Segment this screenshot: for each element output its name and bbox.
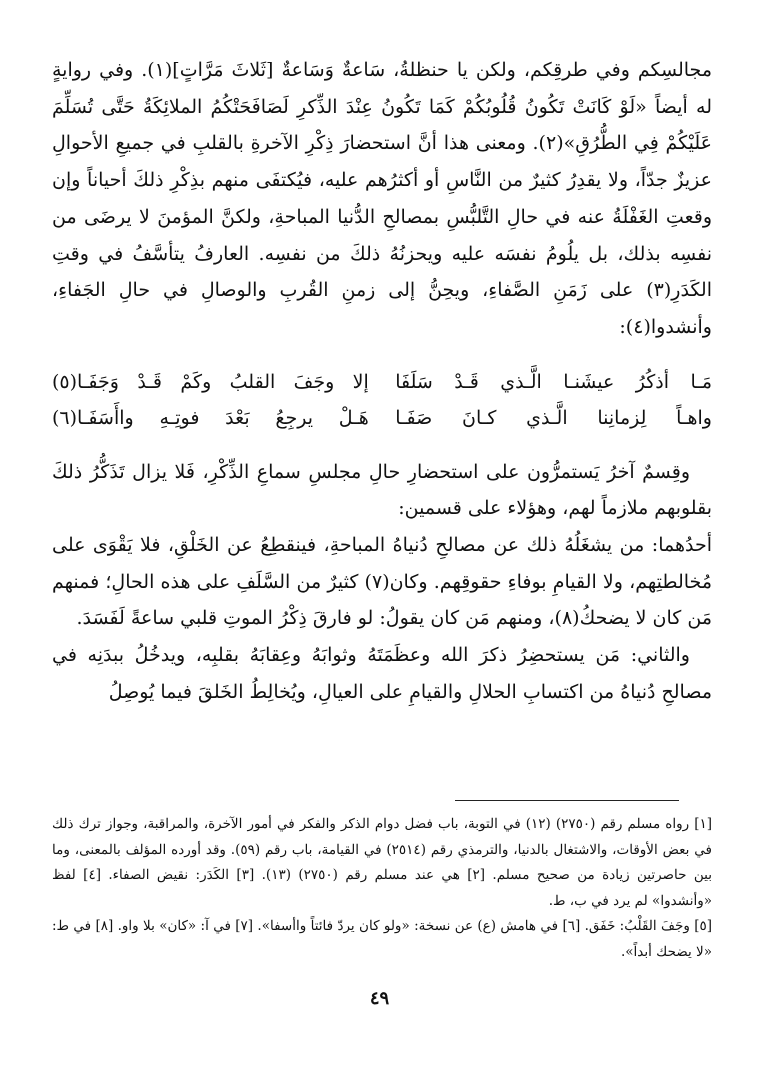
footnote-separator — [455, 800, 679, 801]
verse-2-first-hemistich: واهـاً لِزمانِنا الَّـذي كـانَ صَفَـا — [395, 406, 712, 429]
poem-verses — [52, 364, 712, 436]
footnotes — [52, 812, 712, 966]
verse-line-2 — [52, 400, 712, 436]
verse-1-first-hemistich: مَـا أذكُرُ عيشَنـا الَّـذي قَـدْ سَلَفَا — [395, 370, 712, 393]
footnote-block-2: [٥] وجَفَ القَلْبُ: خَفَق. [٦] في هامش (ع) عن نسخة: «ولو كان يردّ فائتاً واأسفا». [٧] في آ: «كان» بلا واو. [٨] في ط: «لا يضحك أبداً». — [52, 918, 713, 960]
verse-2-second-hemistich: هَـلْ يرجِعُ بَعْدَ فوتِـهِ واأَسَفَـا(٦) — [52, 406, 369, 429]
verse-1-second-hemistich: إلا وجَفَ القلبُ وكَمْ قَـدْ وَجَفَـا(٥) — [52, 370, 369, 393]
paragraph-3: أحدُهما: من يشغَلُهُ ذلك عن مصالحِ دُنياهُ المباحةِ، فينقطِعُ عن الخَلْقِ، فلا يَقْوَى على مُخالطتِهم، ولا القيامِ بوفاءِ حقوقِهم. وكان(٧) كثيرٌ من السَّلَفِ على هذه الحالِ؛ فمنهم مَن كان لا يضحكُ(٨)، ومنهم مَن كان يقولُ: لو فارقَ ذِكْرُ الموتِ قلبي ساعةً لَفَسَدَ. — [52, 534, 712, 630]
paragraph-1: مجالسِكم وفي طرقِكم، ولكن يا حنظلةُ، سَاعةٌ وَسَاعةٌ [ثَلاثَ مَرَّاتٍ](١). وفي روايةٍ له أيضاً «لَوْ كَانَتْ تَكُونُ قُلُوبُكُمْ كَمَا تَكُونُ عِنْدَ الذِّكرِ لَصَافَحَتْكُمُ الملائِكَةُ حَتَّى تُسَلِّمَ عَلَيْكُمْ فِي الطُّرُقِ»(٢). ومعنى هذا أنَّ استحضارَ ذِكْرِ الآخرةِ بالقلبِ في جميعِ الأحوالِ عزيزٌ جدّاً، ولا يقدِرُ كثيرٌ من النَّاسِ أو أكثرُهم عليه، فيُكتفَى منهم بذِكْرِ ذلكَ أحياناً وإن وقعتِ الغَفْلَةُ عنه في حالِ التَّلبُّسِ بمصالحِ الدُّنيا المباحةِ، ولكنَّ المؤمنَ لا يرضَى من نفسِه بذلك، بل يلُومُ نفسَه عليه ويحزنُهُ ذلكَ من نفسِه. العارفُ يتأسَّفُ في وقتِ الكَدَرِ(٣) على زَمَنِ الصَّفاءِ، ويحِنُّ إلى زمنِ القُربِ والوصالِ في حالِ الجَفاءِ، وأنشدوا(٤): — [52, 59, 713, 338]
paragraph-2: وقِسمٌ آخرُ يَستمرُّون على استحضارِ حالِ مجلسِ سماعِ الذِّكْرِ، فَلا يزال تَذَكُّرُ ذلكَ بقلوبهم ملازماً لهم، وهؤلاء على قسمين: — [52, 460, 712, 520]
paragraph-4: والثاني: مَن يستحضِرُ ذكرَ الله وعظَمَتَهُ وثوابَهُ وعِقابَهُ بقلبِه، ويدخُلُ ببدَنِه في مصالحِ دُنياهُ من اكتسابِ الحلالِ والقيامِ على العيالِ، ويُخالِطُ الخَلقَ فيما يُوصِلُ — [52, 644, 712, 703]
page-number: ٤٩ — [369, 988, 390, 1009]
footnote-block-1: [١] رواه مسلم رقم (٢٧٥٠) (١٢) في التوبة، باب فضل دوام الذكر والفكر في أمور الآخرة، والمراقبة، وجواز ترك ذلك في بعض الأوقات، والاشتغال بالدنيا، والترمذي رقم (٢٥١٤) في القيامة، باب رقم (٥٩). وقد أورده المؤلف بالمعنى، وما بين حاصرتين زيادة من صحيح مسلم. [٢] هي عند مسلم رقم (٢٧٥٠) (١٣). [٣] الكَدَر: نقيض الصفاء. [٤] لفظ «وأنشدوا» لم يرد في ب، ط. — [52, 816, 713, 909]
verse-line-1 — [52, 364, 712, 400]
main-text — [52, 52, 712, 711]
